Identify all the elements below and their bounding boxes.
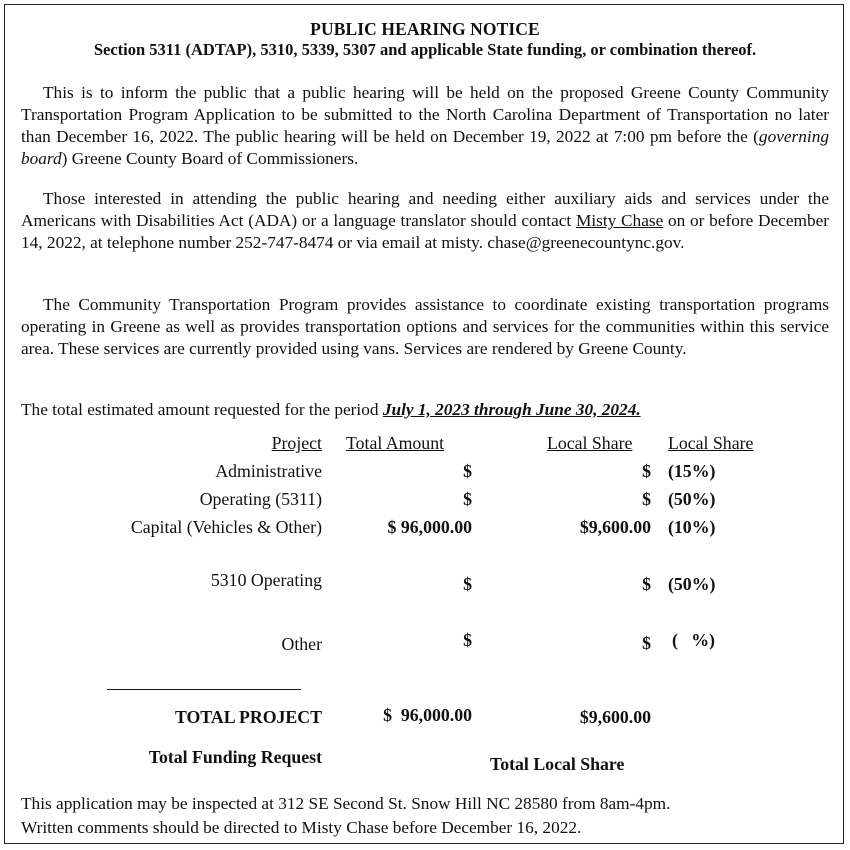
contact-name: Misty Chase — [575, 211, 664, 230]
row-pct-5310: (50%) — [668, 574, 716, 594]
ada-text-pre: Those interested in attending the public hearing and needing either auxiliary aids and services under the Americans with Disabilities Act (ADA) or a language translator should contact — [21, 189, 829, 230]
row-project-5310: 5310 Operating — [210, 570, 322, 590]
row-total-administrative: $ — [463, 461, 472, 481]
ada-paragraph — [21, 188, 829, 254]
row-total-capital: $ 96,000.00 — [387, 517, 472, 537]
total-local-share-label: Total Local Share — [490, 754, 625, 774]
row-project-operating: Operating (5311) — [199, 489, 322, 509]
period-line — [21, 400, 641, 420]
header-local-share: Local Share — [547, 433, 633, 453]
hearing-text-pre: This is to inform the public that a public hearing will be held on the proposed Greene County Community Transportation Program Application to be submitted to the North Carolina Department of Transportation no later than December 16, 2022. The public hearing will be held on December 19, 2022 at 7:00 pm before the ( — [21, 83, 829, 146]
program-paragraph: The Community Transportation Program provides assistance to coordinate existing transportation programs operating in Greene as well as provides transportation options and services for the communities within this service area. These services are currently provided using vans. Services are rendered by Greene County. — [21, 295, 829, 358]
row-local-capital: $9,600.00 — [579, 517, 651, 537]
row-local-administrative: $ — [642, 461, 651, 481]
row-project-administrative: Administrative — [215, 461, 322, 481]
row-pct-other: ( %) — [672, 630, 715, 650]
total-local-amount: $9,600.00 — [579, 707, 651, 727]
ada-text-post: on or before December 14, 2022, at telephone number 252-747-8474 or via email at misty. chase@greenecountync.gov. — [21, 211, 830, 252]
total-project-label: TOTAL PROJECT — [174, 707, 322, 727]
footer-line-2: Written comments should be directed to Misty Chase before December 16, 2022. — [21, 818, 582, 837]
notice-title: PUBLIC HEARING NOTICE — [310, 19, 540, 39]
footer-line-1: This application may be inspected at 312 SE Second St. Snow Hill NC 28580 from 8am-4pm. — [21, 794, 671, 813]
hearing-text-post: ) Greene County Board of Commissioners. — [61, 149, 359, 168]
row-project-other: Other — [281, 634, 322, 654]
row-pct-operating: (50%) — [668, 489, 716, 509]
hearing-paragraph — [21, 82, 829, 170]
row-project-capital: Capital (Vehicles & Other) — [130, 517, 322, 537]
row-total-5310: $ — [463, 574, 472, 594]
row-local-other: $ — [642, 633, 651, 653]
total-funding-request-label: Total Funding Request — [148, 747, 322, 767]
period-intro: The total estimated amount requested for the period — [21, 400, 383, 419]
row-local-5310: $ — [642, 574, 651, 594]
row-local-operating: $ — [642, 489, 651, 509]
total-project-amount: $ 96,000.00 — [383, 705, 472, 725]
governing-board-italic: governing board — [21, 127, 829, 168]
header-local-share-pct: Local Share — [668, 433, 754, 453]
row-total-other: $ — [463, 630, 472, 650]
row-pct-capital: (10%) — [668, 517, 716, 537]
header-project: Project — [271, 433, 322, 453]
notice-subtitle: Section 5311 (ADTAP), 5310, 5339, 5307 and applicable State funding, or combination thereof. — [93, 40, 757, 59]
header-total-amount: Total Amount — [346, 433, 445, 453]
row-pct-administrative: (15%) — [668, 461, 716, 481]
period-dates: July 1, 2023 through June 30, 2024. — [382, 400, 641, 419]
row-total-operating: $ — [463, 489, 472, 509]
signature-rule — [107, 689, 301, 690]
